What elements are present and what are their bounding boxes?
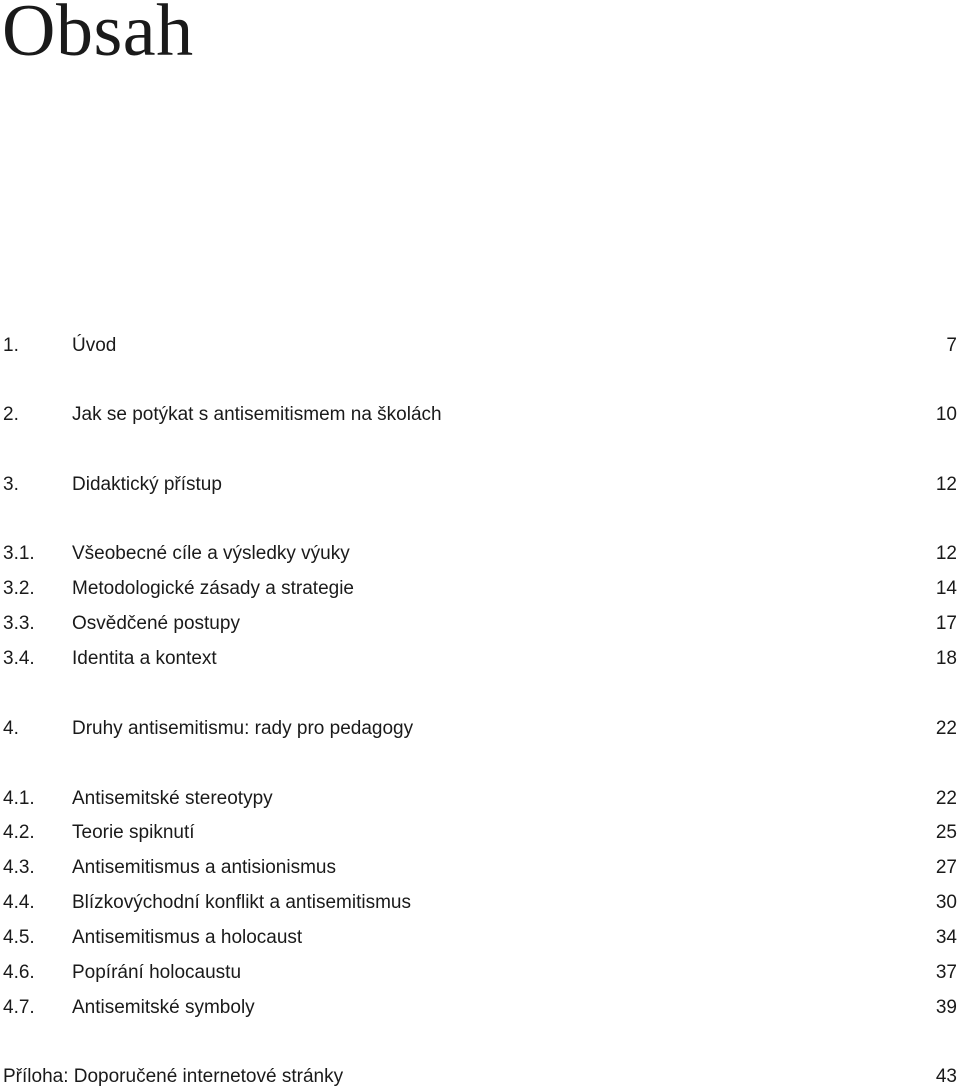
toc-entry-label: Osvědčené postupy (72, 613, 240, 634)
toc-entry-number: 4. (3, 718, 19, 739)
toc-entry-page: 39 (935, 997, 957, 1018)
toc-entry-number: 3.2. (3, 578, 35, 599)
toc-entry-page: 43 (935, 1066, 957, 1087)
toc-entry-3-2[interactable] (0, 576, 960, 602)
toc-entry-4-2[interactable] (0, 820, 960, 846)
toc-entry-page: 30 (935, 892, 957, 913)
toc-entry-label: Antisemitské symboly (72, 997, 255, 1018)
toc-entry-label: Antisemitismus a holocaust (72, 927, 303, 948)
toc-entry-label: Blízkovýchodní konflikt a antisemitismus (72, 892, 411, 913)
toc-entry-3-3[interactable] (0, 611, 960, 637)
toc-entry-number: 4.1. (3, 788, 35, 809)
toc-entry-label: Úvod (72, 335, 117, 356)
toc-entry-page: 27 (935, 857, 957, 878)
toc-entry-4-3[interactable] (0, 855, 960, 881)
toc-entry-4-4[interactable] (0, 890, 960, 916)
toc-entry-page: 17 (935, 613, 957, 634)
toc-entry-label: Druhy antisemitismu: rady pro pedagogy (72, 718, 414, 739)
toc-entry-4-1[interactable] (0, 786, 960, 812)
toc-entry-label: Metodologické zásady a strategie (72, 578, 354, 599)
toc-entry-3-4[interactable] (0, 646, 960, 672)
toc-entry-3-1[interactable] (0, 541, 960, 567)
toc-entry-page: 12 (935, 474, 957, 495)
toc-entry-number: 4.4. (3, 892, 35, 913)
toc-entry-page: 7 (946, 335, 957, 356)
toc-entry-2[interactable] (0, 402, 960, 428)
toc-entry-page: 37 (935, 962, 957, 983)
toc-entry-1[interactable] (0, 333, 960, 359)
toc-entry-4-7[interactable] (0, 995, 960, 1021)
toc-entry-number: 4.7. (3, 997, 35, 1018)
toc-entry-page: 12 (935, 543, 957, 564)
toc-entry-number: 4.2. (3, 822, 35, 843)
toc-entry-label: Didaktický přístup (72, 474, 222, 495)
toc-entry-label: Identita a kontext (72, 648, 217, 669)
toc-entry-label: Antisemitismus a antisionismus (72, 857, 336, 878)
toc-entry-number: 4.5. (3, 927, 35, 948)
toc-entry-page: 22 (935, 788, 957, 809)
toc-entry-page: 10 (935, 404, 957, 425)
toc-entry-4-5[interactable] (0, 925, 960, 951)
toc-entry-3[interactable] (0, 472, 960, 498)
toc-entry-label: Příloha: Doporučené internetové stránky (3, 1066, 344, 1087)
toc-entry-number: 3.4. (3, 648, 35, 669)
toc-entry-4[interactable] (0, 716, 960, 742)
toc-entry-page: 22 (935, 718, 957, 739)
toc-entry-label: Všeobecné cíle a výsledky výuky (72, 543, 350, 564)
toc-entry-number: 1. (3, 335, 19, 356)
toc-entry-number: 4.3. (3, 857, 35, 878)
toc-entry-label: Popírání holocaustu (72, 962, 242, 983)
toc-entry-number: 3.1. (3, 543, 35, 564)
toc-entry-label: Jak se potýkat s antisemitismem na školách (72, 404, 442, 425)
toc-entry-page: 14 (935, 578, 957, 599)
toc-entry-page: 34 (935, 927, 957, 948)
toc-entry-label: Antisemitské stereotypy (72, 788, 273, 809)
toc-entry-number: 4.6. (3, 962, 35, 983)
toc-entry-number: 2. (3, 404, 19, 425)
toc-entry-number: 3. (3, 474, 19, 495)
toc-entry-number: 3.3. (3, 613, 35, 634)
page-title: Obsah (2, 0, 194, 72)
toc-entry-label: Teorie spiknutí (72, 822, 195, 843)
toc-entry-4-6[interactable] (0, 960, 960, 986)
toc-entry-page: 18 (935, 648, 957, 669)
toc-entry-appendix[interactable] (0, 1064, 960, 1090)
toc-entry-page: 25 (935, 822, 957, 843)
